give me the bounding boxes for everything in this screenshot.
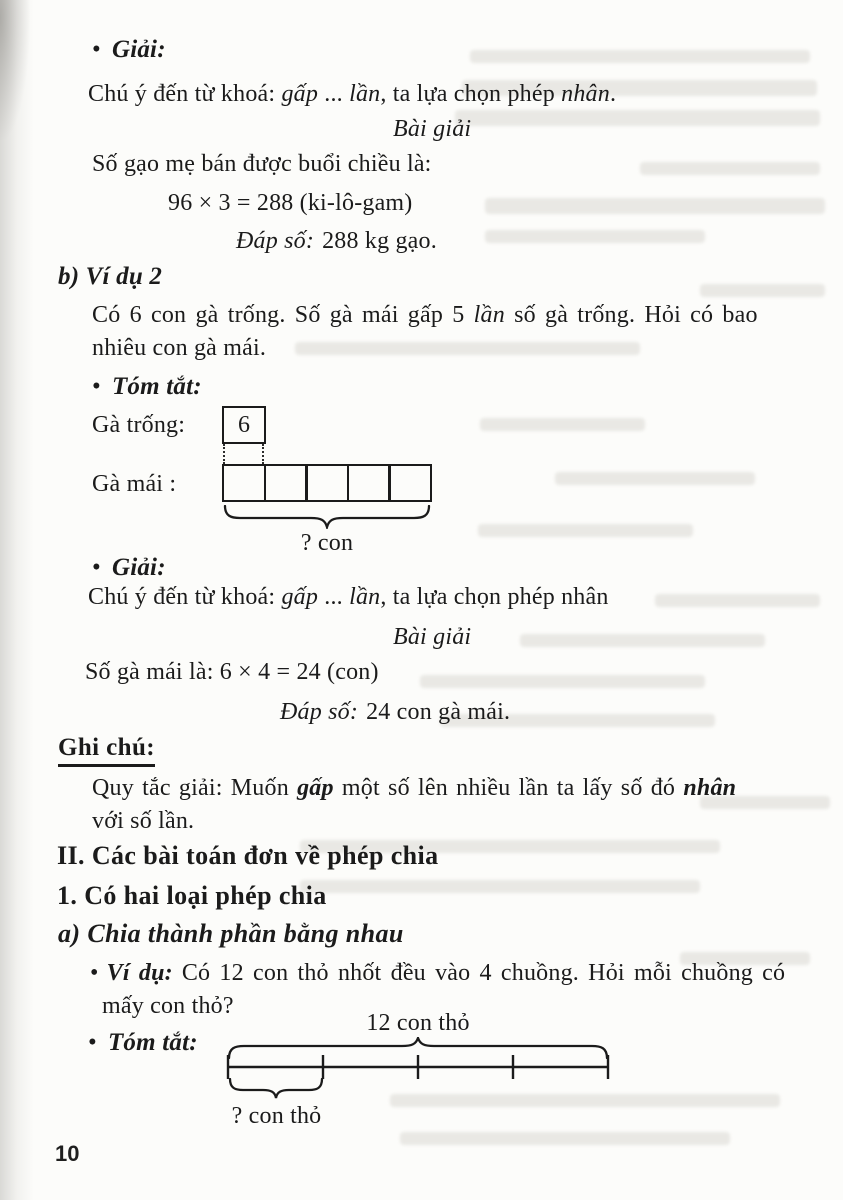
answer-value: 288 kg gạo. <box>322 228 437 254</box>
note-block-heading <box>58 731 155 765</box>
division-example-line2: mấy con thỏ? <box>102 993 234 1019</box>
print-bleed-artifact <box>480 418 645 431</box>
section2-heading: II. Các bài toán đơn về phép chia <box>57 841 439 870</box>
solution2-answer <box>280 695 510 729</box>
print-bleed-artifact <box>485 230 705 243</box>
bullet-icon: • <box>92 373 101 400</box>
hen-unit-boxes <box>222 464 432 502</box>
solution1-calculation: 96 × 3 = 288 (ki-lô-gam) <box>168 190 413 216</box>
print-bleed-artifact <box>700 284 825 297</box>
bullet-icon: • <box>92 36 101 63</box>
print-bleed-artifact <box>455 110 820 126</box>
solution2-keyword-note <box>88 580 609 614</box>
dotted-connector-left <box>223 444 225 464</box>
answer-label: Đáp số: <box>236 228 315 254</box>
print-bleed-artifact <box>520 634 765 647</box>
hen-unit-box <box>388 464 432 502</box>
solution1-title: Bài giải <box>393 116 472 142</box>
scan-edge-shading <box>0 0 34 1200</box>
rooster-value: 6 <box>238 411 250 438</box>
note-text: . <box>609 81 617 107</box>
rabbit-total-label: 12 con thỏ <box>366 1010 470 1036</box>
summary-label: Tóm tắt: <box>111 373 202 400</box>
example-text: Có 12 con thỏ nhốt đều vào 4 chuồng. Hỏi mỗi chuồng có <box>181 960 786 986</box>
solution2-label: Giải: <box>111 554 166 581</box>
rule-line1 <box>92 771 736 805</box>
answer-label: Đáp số: <box>280 699 359 725</box>
rule-text: Quy tắc giải: Muốn <box>92 775 298 801</box>
note-text: Chú ý đến từ khoá: <box>88 81 282 107</box>
dotted-connector-right <box>262 444 264 464</box>
page-number: 10 <box>55 1141 80 1166</box>
hen-unit-box <box>222 464 266 502</box>
print-bleed-artifact <box>300 880 700 893</box>
note-heading-text: Ghi chú: <box>58 734 155 767</box>
scan-corner-smudge <box>0 0 30 140</box>
hen-brace-label: ? con <box>300 530 354 556</box>
solution2-statement: Số gà mái là: 6 × 4 = 24 (con) <box>85 659 379 685</box>
example2-problem-line2: nhiêu con gà mái. <box>92 335 267 361</box>
print-bleed-artifact <box>470 50 810 63</box>
keyword-nhan-bold: nhân <box>683 775 737 801</box>
example2-heading: b) Ví dụ 2 <box>58 263 163 290</box>
hen-unit-box <box>347 464 391 502</box>
keyword-lan: lần <box>473 302 505 328</box>
print-bleed-artifact <box>390 1094 780 1107</box>
print-bleed-artifact <box>295 342 640 355</box>
rule-text: một số lên nhiều lần ta lấy số đó <box>333 775 684 801</box>
answer-value: 24 con gà mái. <box>366 699 511 725</box>
print-bleed-artifact <box>478 524 693 537</box>
note-dots: ... <box>318 81 350 107</box>
summary-label: Tóm tắt: <box>107 1029 198 1056</box>
print-bleed-artifact <box>640 162 820 175</box>
keyword-lan: lần <box>349 81 381 107</box>
rule-line2: với số lần. <box>92 808 195 834</box>
solution1-statement: Số gạo mẹ bán được buổi chiều là: <box>92 151 432 177</box>
note-text: , ta lựa chọn phép <box>380 81 562 107</box>
rabbit-per-cage-label: ? con thỏ <box>231 1103 322 1129</box>
keyword-gap: gấp <box>281 584 319 610</box>
rooster-label: Gà trống: <box>92 412 186 438</box>
rooster-value-box <box>222 406 266 444</box>
print-bleed-artifact <box>485 198 825 214</box>
example-label: Ví dụ: <box>106 960 173 986</box>
hen-label: Gà mái : <box>92 471 177 497</box>
solution1-heading <box>92 33 166 67</box>
hen-unit-box <box>264 464 308 502</box>
keyword-gap: gấp <box>281 81 319 107</box>
solution1-label: Giải: <box>111 36 166 63</box>
division-summary-heading <box>88 1026 198 1060</box>
print-bleed-artifact <box>420 675 705 688</box>
section2-subheading-a: a) Chia thành phần bằng nhau <box>58 919 404 948</box>
solution1-answer <box>236 224 437 258</box>
solution1-keyword-note <box>88 77 616 111</box>
note-dots: ... <box>318 584 350 610</box>
section2-subheading1: 1. Có hai loại phép chia <box>57 881 327 910</box>
keyword-lan: lần <box>349 584 381 610</box>
rabbit-segment-underbrace <box>227 1078 325 1100</box>
problem-text: Có 6 con gà trống. Số gà mái gấp 5 <box>92 302 474 328</box>
print-bleed-artifact <box>400 1132 730 1145</box>
example2-summary-heading <box>92 370 202 404</box>
keyword-gap-bold: gấp <box>297 775 334 801</box>
print-bleed-artifact <box>655 594 820 607</box>
note-text: Chú ý đến từ khoá: <box>88 584 282 610</box>
problem-text: số gà trống. Hỏi có bao <box>504 302 758 328</box>
division-example-line1 <box>90 956 785 990</box>
bullet-icon: • <box>88 1029 97 1056</box>
bullet-icon: • <box>92 554 101 581</box>
solution2-title: Bài giải <box>393 624 472 650</box>
keyword-nhan: nhân <box>561 81 610 107</box>
note-text: , ta lựa chọn phép nhân <box>380 584 609 610</box>
bullet-icon: • <box>90 960 99 986</box>
hen-unit-box <box>305 464 349 502</box>
print-bleed-artifact <box>555 472 755 485</box>
example2-problem-line1 <box>92 298 758 332</box>
